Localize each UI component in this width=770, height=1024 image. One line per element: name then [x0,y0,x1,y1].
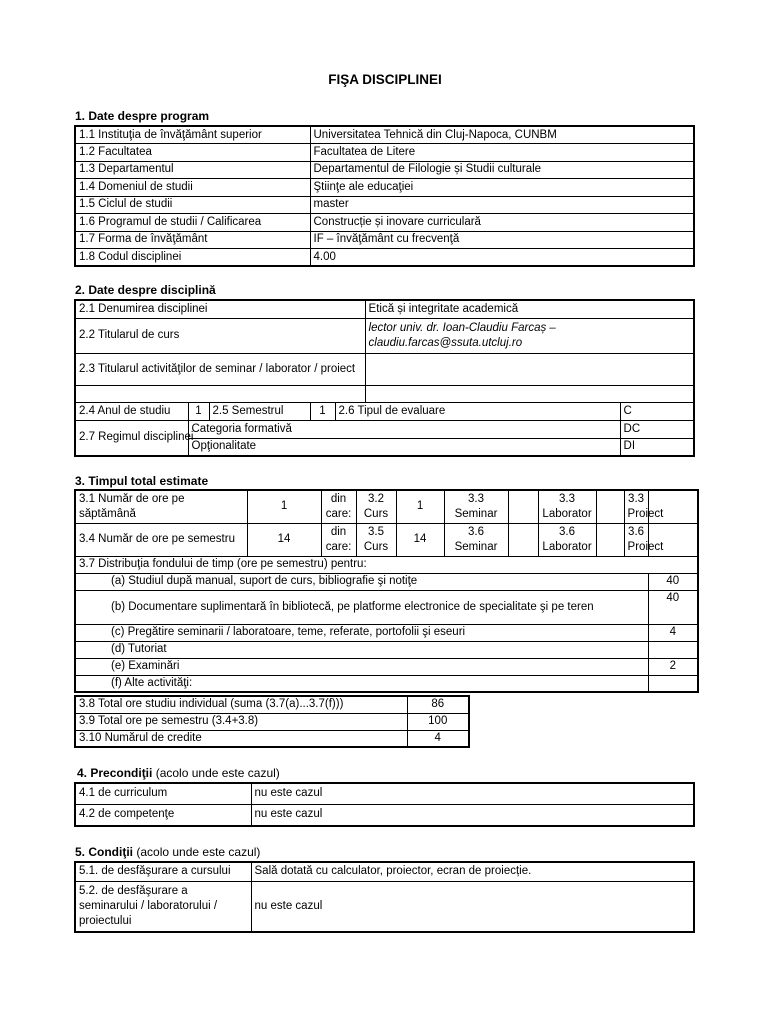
row-label: 1.7 Forma de învăţământ [75,231,310,249]
course-condition-label: 5.1. de desfăşurare a cursului [75,862,251,881]
study-year-value: 1 [188,402,209,420]
distribution-item-label: (f) Alte activităţi: [75,675,648,692]
semester-seminar-value [508,523,538,556]
semester-course-value: 14 [396,523,444,556]
discipline-name-label: 2.1 Denumirea disciplinei [75,300,365,318]
weekly-lab-label: 3.3 Laborator [538,490,596,523]
row-label: 1.3 Departamentul [75,161,310,179]
table-row [75,624,698,641]
seminar-holder-value [365,353,694,385]
semester-hours-label: 3.4 Număr de ore pe semestru [75,523,247,556]
row-value: 4.00 [310,249,694,267]
table-row [75,804,694,826]
row-value: IF – învăţământ cu frecvenţă [310,231,694,249]
weekly-course-label: 3.2 Curs [356,490,396,523]
course-condition-value: Sală dotată cu calculator, proiector, ecran de proiecție. [251,862,694,881]
course-holder-value [365,318,694,353]
total-label: 3.8 Total ore studiu individual (suma (3.7(a)...3.7(f))) [75,696,407,713]
total-label: 3.9 Total ore pe semestru (3.4+3.8) [75,713,407,730]
distribution-item-value: 2 [648,658,698,675]
table-row [75,249,694,267]
formative-category-value: DC [620,420,694,438]
table-row [75,641,698,658]
table-row [75,490,698,523]
total-value: 4 [407,730,469,747]
section-4-heading-note: (acolo unde este cazul) [155,766,280,780]
precondition-label: 4.2 de competenţe [75,804,251,826]
distribution-item-value [648,675,698,692]
seminar-holder-label: 2.3 Titularul activităţilor de seminar / laborator / proiect [75,353,365,385]
row-label: 1.6 Programul de studii / Calificarea [75,214,310,232]
table-row [75,523,698,556]
program-table [74,125,695,267]
row-value: master [310,196,694,214]
table-row [75,300,694,318]
semester-hours-total: 14 [247,523,321,556]
table-row [75,881,694,932]
total-value: 100 [407,713,469,730]
course-holder-line-2: claudiu.farcas@ssuta.utcluj.ro [368,336,523,349]
conditions-table [74,861,695,933]
precondition-label: 4.1 de curriculum [75,783,251,804]
section-3-heading: 3. Timpul total estimate [75,474,209,488]
row-label: 1.5 Ciclul de studii [75,196,310,214]
table-row [75,385,694,402]
formative-category-label: Categoria formativă [188,420,620,438]
section-4-heading [77,766,280,780]
weekly-seminar-value [508,490,538,523]
semester-din-label: din care: [321,523,356,556]
seminar-condition-value: nu este cazul [251,881,694,932]
table-row [75,590,698,624]
table-row [75,420,694,438]
seminar-condition-label: 5.2. de desfăşurare a seminarului / laboratorului / proiectului [75,881,251,932]
row-label: 1.4 Domeniul de studii [75,179,310,197]
total-label: 3.10 Numărul de credite [75,730,407,747]
section-4-heading-bold: 4. Precondiţii [77,766,153,780]
regime-label: 2.7 Regimul disciplinei [75,420,188,456]
distribution-item-label: (e) Examinări [75,658,648,675]
distribution-item-value: 40 [648,573,698,590]
table-row [75,730,469,747]
table-row [75,179,694,197]
row-label: 1.2 Facultatea [75,144,310,162]
precondition-value: nu este cazul [251,783,694,804]
row-value: Ştiinţe ale educaţiei [310,179,694,197]
weekly-project-label: 3.3 Proiect [624,490,648,523]
table-row [75,214,694,232]
row-value: Universitatea Tehnică din Cluj-Napoca, CUNBM [310,126,694,144]
table-row [75,783,694,804]
table-row [75,318,694,353]
semester-lab-value [596,523,624,556]
preconditions-table [74,782,695,827]
row-label: 1.1 Instituţia de învăţământ superior [75,126,310,144]
semester-project-label: 3.6 Proiect [624,523,648,556]
time-table [74,489,699,693]
weekly-lab-value [596,490,624,523]
discipline-table [74,299,695,457]
weekly-course-value: 1 [396,490,444,523]
semester-label: 2.5 Semestrul [209,402,310,420]
table-row [75,696,469,713]
total-value: 86 [407,696,469,713]
distribution-item-value: 40 [648,590,698,624]
distribution-item-label: (b) Documentare suplimentară în bibliotecă, pe platforme electronice de specialitate şi pe teren [75,590,648,624]
time-totals-table [74,695,470,748]
table-row [75,573,698,590]
course-holder-line-1: lector univ. dr. Ioan-Claudiu Farcaș – [368,321,556,334]
table-row [75,231,694,249]
optionality-label: Opţionalitate [188,438,620,456]
weekly-hours-total: 1 [247,490,321,523]
row-value: Facultatea de Litere [310,144,694,162]
time-distribution-label: 3.7 Distribuţia fondului de timp (ore pe semestru) pentru: [75,556,698,573]
weekly-din-label: din care: [321,490,356,523]
section-2-heading: 2. Date despre disciplină [75,283,216,297]
table-row [75,675,698,692]
row-value: Departamentul de Filologie și Studii culturale [310,161,694,179]
weekly-seminar-label: 3.3 Seminar [444,490,508,523]
discipline-name-value: Etică și integritate academică [365,300,694,318]
table-row [75,353,694,385]
table-row [75,658,698,675]
study-year-label: 2.4 Anul de studiu [75,402,188,420]
weekly-hours-label: 3.1 Număr de ore pe săptămână [75,490,247,523]
semester-course-label: 3.5 Curs [356,523,396,556]
distribution-item-label: (d) Tutoriat [75,641,648,658]
table-row [75,713,469,730]
evaluation-type-label: 2.6 Tipul de evaluare [335,402,620,420]
distribution-item-label: (c) Pregătire seminarii / laboratoare, teme, referate, portofolii şi eseuri [75,624,648,641]
table-row [75,161,694,179]
page-title: FIŞA DISCIPLINEI [328,72,442,87]
section-5-heading [75,845,260,859]
section-5-heading-bold: 5. Condiţii [75,845,133,859]
section-5-heading-note: (acolo unde este cazul) [136,845,261,859]
distribution-item-label: (a) Studiul după manual, suport de curs, bibliografie şi notiţe [75,573,648,590]
distribution-item-value [648,641,698,658]
optionality-value: DI [620,438,694,456]
precondition-value: nu este cazul [251,804,694,826]
table-row [75,196,694,214]
evaluation-type-value: C [620,402,694,420]
semester-seminar-label: 3.6 Seminar [444,523,508,556]
semester-value: 1 [310,402,335,420]
table-row [75,126,694,144]
course-holder-label: 2.2 Titularul de curs [75,318,365,353]
section-1-heading: 1. Date despre program [75,109,210,123]
table-row [75,556,698,573]
distribution-item-value: 4 [648,624,698,641]
semester-lab-label: 3.6 Laborator [538,523,596,556]
table-row [75,862,694,881]
row-label: 1.8 Codul disciplinei [75,249,310,267]
table-row [75,144,694,162]
row-value: Construcție și inovare curriculară [310,214,694,232]
table-row [75,402,694,420]
